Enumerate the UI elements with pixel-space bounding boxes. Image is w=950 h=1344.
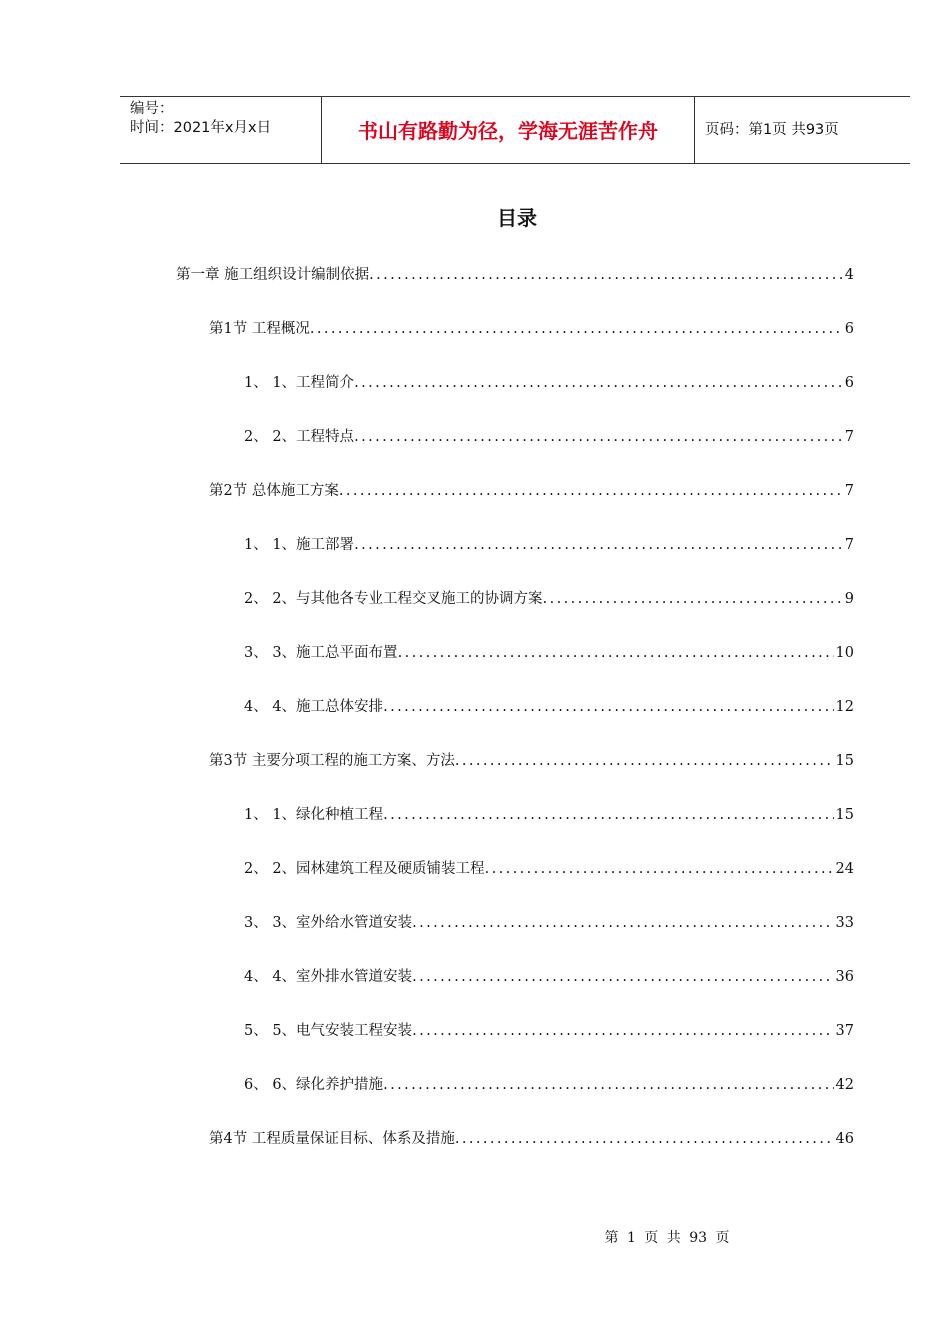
page-footer: 第 1 页 共 93 页: [604, 1230, 730, 1246]
toc-entry[interactable]: [209, 481, 854, 501]
document-time-label: 时间：2021年x月x日: [130, 120, 272, 136]
toc-entry-label: 第一章 施工组织设计编制依据: [176, 267, 370, 283]
toc-dot-leader: [455, 751, 834, 771]
toc-entry[interactable]: [244, 373, 854, 393]
toc-entry[interactable]: [244, 1021, 854, 1041]
toc-entry-label: 第4节 工程质量保证目标、体系及措施: [209, 1131, 455, 1147]
toc-entry-page-number: 9: [844, 591, 854, 607]
toc-dot-leader: [412, 1021, 833, 1041]
toc-entry[interactable]: [209, 751, 854, 771]
toc-dot-leader: [455, 1129, 834, 1149]
toc-entry-page-number: 4: [844, 267, 854, 283]
toc-dot-leader: [412, 967, 833, 987]
toc-entry-page-number: 12: [835, 699, 854, 715]
toc-entry-page-number: 46: [835, 1131, 854, 1147]
toc-entry-page-number: 6: [844, 321, 854, 337]
toc-dot-leader: [543, 589, 843, 609]
toc-entry[interactable]: [244, 859, 854, 879]
toc-dot-leader: [369, 265, 843, 285]
toc-entry[interactable]: [244, 805, 854, 825]
toc-entry-label: 3、 3、室外给水管道安装: [244, 915, 413, 931]
toc-title: 目录: [497, 206, 537, 230]
toc-entry[interactable]: [244, 697, 854, 717]
toc-entry-label: 2、 2、园林建筑工程及硬质铺装工程: [244, 861, 485, 877]
toc-entry-label: 5、 5、电气安装工程安装: [244, 1023, 413, 1039]
toc-entry-page-number: 7: [844, 537, 854, 553]
toc-entry-label: 4、 4、室外排水管道安装: [244, 969, 413, 985]
header-motto-cell: [321, 97, 695, 163]
toc-entry-label: 4、 4、施工总体安排: [244, 699, 384, 715]
toc-dot-leader: [310, 319, 843, 339]
toc-entry-label: 第2节 总体施工方案: [209, 483, 339, 499]
toc-entry-label: 第1节 工程概况: [209, 321, 310, 337]
toc-dot-leader: [339, 481, 843, 501]
toc-dot-leader: [383, 1075, 833, 1095]
toc-dot-leader: [383, 697, 833, 717]
toc-entry[interactable]: [209, 319, 854, 339]
toc-entry-label: 1、 1、施工部署: [244, 537, 355, 553]
toc-entry-page-number: 37: [835, 1023, 854, 1039]
toc-entry-label: 1、 1、工程简介: [244, 375, 355, 391]
toc-dot-leader: [398, 643, 834, 663]
toc-entry-page-number: 6: [844, 375, 854, 391]
toc-dot-leader: [485, 859, 834, 879]
document-number-label: 编号：: [130, 101, 174, 117]
toc-entry-page-number: 7: [844, 483, 854, 499]
toc-entry-page-number: 36: [835, 969, 854, 985]
toc-entry[interactable]: [244, 913, 854, 933]
toc-entry[interactable]: [244, 589, 854, 609]
toc-entry[interactable]: [244, 427, 854, 447]
toc-entry[interactable]: [209, 1129, 854, 1149]
toc-entry-label: 2、 2、与其他各专业工程交叉施工的协调方案: [244, 591, 543, 607]
toc-entry[interactable]: [244, 643, 854, 663]
toc-dot-leader: [354, 535, 843, 555]
toc-dot-leader: [354, 427, 843, 447]
toc-dot-leader: [354, 373, 843, 393]
toc-entry[interactable]: [244, 1075, 854, 1095]
toc-entry[interactable]: [244, 967, 854, 987]
toc-entry[interactable]: [244, 535, 854, 555]
header-page-info: 页码：第1页 共93页: [705, 122, 839, 138]
toc-entry-page-number: 42: [835, 1077, 854, 1093]
toc-entry-page-number: 24: [835, 861, 854, 877]
toc-entry-page-number: 15: [835, 807, 854, 823]
header-meta-cell: [120, 97, 321, 163]
document-header: [120, 96, 910, 164]
toc-entry-page-number: 33: [835, 915, 854, 931]
toc-entry[interactable]: [176, 265, 854, 285]
toc-entry-page-number: 10: [835, 645, 854, 661]
toc-entry-label: 6、 6、绿化养护措施: [244, 1077, 384, 1093]
toc-entry-label: 2、 2、工程特点: [244, 429, 355, 445]
header-motto: 书山有路勤为径，学海无涯苦作舟: [358, 119, 658, 143]
toc-entry-label: 3、 3、施工总平面布置: [244, 645, 398, 661]
toc-dot-leader: [383, 805, 833, 825]
toc-entry-label: 1、 1、绿化种植工程: [244, 807, 384, 823]
toc-entry-page-number: 7: [844, 429, 854, 445]
toc-entry-label: 第3节 主要分项工程的施工方案、方法: [209, 753, 455, 769]
toc-dot-leader: [412, 913, 833, 933]
header-page-cell: [695, 97, 910, 163]
toc-entry-page-number: 15: [835, 753, 854, 769]
